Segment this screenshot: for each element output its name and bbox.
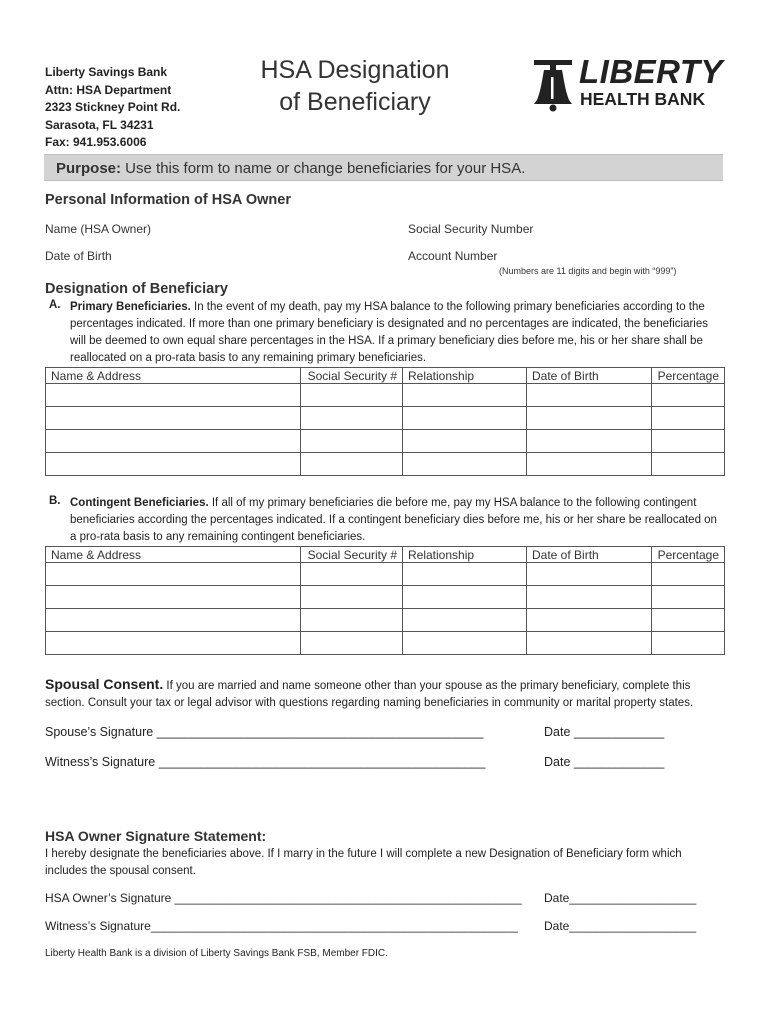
table-cell-input[interactable] — [652, 563, 725, 586]
table-cell-input[interactable] — [527, 430, 652, 453]
table-cell-input[interactable] — [403, 430, 527, 453]
table-cell-input[interactable] — [403, 632, 527, 655]
primary-beneficiaries-title: Primary Beneficiaries. — [70, 301, 191, 313]
contingent-beneficiaries-title: Contingent Beneficiaries. — [70, 497, 209, 509]
logo-wordmark-bottom: HEALTH BANK — [580, 89, 706, 109]
table-cell-input[interactable] — [403, 586, 527, 609]
table-cell-input[interactable] — [652, 609, 725, 632]
owner-witness-date-field[interactable]: Date___________________ — [544, 919, 697, 933]
table-cell-input[interactable] — [46, 609, 301, 632]
primary-beneficiaries-body: In the event of my death, pay my HSA balance to the following primary beneficiaries according to the percentages indicated. If more than one primary beneficiary is designated and no percentages are indicated, the beneficiaries will be deemed to own equal share percentages in the HSA. If a primary beneficiary dies before me, his or her share shall be reallocated on a pro-rata basis to any remaining primary beneficiaries. — [70, 301, 709, 364]
section-b-marker: B. — [49, 495, 61, 507]
table-cell-input[interactable] — [527, 453, 652, 476]
table-cell-input[interactable] — [652, 453, 725, 476]
owner-dob-field[interactable]: Date of Birth — [45, 249, 112, 263]
table-cell-input[interactable] — [403, 407, 527, 430]
table-cell-input[interactable] — [301, 384, 403, 407]
contingent-beneficiary-table — [45, 546, 725, 655]
owner-date-field[interactable]: Date___________________ — [544, 891, 697, 905]
table-cell-input[interactable] — [652, 430, 725, 453]
table-cell-input[interactable] — [46, 430, 301, 453]
column-header: Name & Address — [46, 547, 301, 563]
table-cell-input[interactable] — [301, 632, 403, 655]
table-cell-input[interactable] — [652, 586, 725, 609]
spousal-witness-date-field[interactable]: Date _____________ — [544, 755, 665, 769]
table-cell-input[interactable] — [403, 609, 527, 632]
table-row — [46, 453, 725, 476]
table-cell-input[interactable] — [527, 563, 652, 586]
table-row — [46, 430, 725, 453]
form-title — [250, 54, 460, 118]
owner-signature-heading: HSA Owner Signature Statement: — [45, 828, 267, 844]
table-cell-input[interactable] — [527, 407, 652, 430]
account-number-note: (Numbers are 11 digits and begin with “999”) — [499, 266, 677, 276]
table-cell-input[interactable] — [46, 586, 301, 609]
address-line: 2323 Stickney Point Rd. — [45, 100, 181, 114]
table-cell-input[interactable] — [527, 586, 652, 609]
section-a-marker: A. — [49, 299, 61, 311]
spouse-date-field[interactable]: Date _____________ — [544, 725, 665, 739]
account-number-field[interactable]: Account Number — [408, 249, 498, 263]
owner-signature-text: I hereby designate the beneficiaries above. If I marry in the future I will complete a new Designation of Beneficiary form which includes the spousal consent. — [45, 848, 682, 877]
column-header: Social Security # — [301, 547, 403, 563]
table-cell-input[interactable] — [301, 609, 403, 632]
footer-disclaimer: Liberty Health Bank is a division of Liberty Savings Bank FSB, Member FDIC. — [45, 948, 388, 959]
spouse-signature-field[interactable]: Spouse’s Signature _______________________________________________ — [45, 725, 484, 739]
column-header: Social Security # — [301, 368, 403, 384]
table-row — [46, 407, 725, 430]
table-row — [46, 384, 725, 407]
owner-name-field[interactable]: Name (HSA Owner) — [45, 222, 152, 236]
table-cell-input[interactable] — [46, 384, 301, 407]
table-cell-input[interactable] — [301, 563, 403, 586]
table-cell-input[interactable] — [403, 384, 527, 407]
owner-signature-field[interactable]: HSA Owner’s Signature ____________________________________________________ — [45, 891, 522, 905]
primary-beneficiaries-text — [70, 299, 720, 367]
spousal-consent-section — [45, 676, 725, 712]
address-line: Fax: 941.953.6006 — [45, 135, 147, 149]
table-cell-input[interactable] — [46, 632, 301, 655]
table-cell-input[interactable] — [301, 407, 403, 430]
designation-heading: Designation of Beneficiary — [45, 281, 228, 297]
bank-address — [45, 64, 180, 152]
purpose-bar — [44, 154, 723, 181]
liberty-health-bank-logo — [531, 53, 727, 114]
purpose-label: Purpose: — [56, 160, 122, 177]
table-cell-input[interactable] — [403, 453, 527, 476]
table-row — [46, 632, 725, 655]
table-row — [46, 609, 725, 632]
contingent-beneficiaries-text — [70, 495, 725, 546]
table-header-row — [46, 547, 725, 563]
table-cell-input[interactable] — [652, 407, 725, 430]
column-header: Percentage — [652, 368, 725, 384]
table-row — [46, 586, 725, 609]
logo-wordmark-top: LIBERTY — [579, 53, 724, 90]
column-header: Relationship — [403, 368, 527, 384]
column-header: Date of Birth — [527, 368, 652, 384]
column-header: Percentage — [652, 547, 725, 563]
column-header: Relationship — [403, 547, 527, 563]
table-cell-input[interactable] — [527, 632, 652, 655]
table-cell-input[interactable] — [301, 430, 403, 453]
table-header-row — [46, 368, 725, 384]
table-cell-input[interactable] — [527, 384, 652, 407]
owner-witness-signature-field[interactable]: Witness’s Signature_______________________________________________________ — [45, 919, 518, 933]
personal-info-heading: Personal Information of HSA Owner — [45, 192, 291, 208]
column-header: Name & Address — [46, 368, 301, 384]
table-cell-input[interactable] — [652, 632, 725, 655]
table-cell-input[interactable] — [301, 453, 403, 476]
spousal-consent-text: If you are married and name someone other than your spouse as the primary beneficiary, complete this section. Consult your tax or legal advisor with questions regarding naming beneficiaries in community or marital property states. — [45, 680, 694, 709]
title-line-1: HSA Designation — [260, 56, 450, 84]
table-row — [46, 563, 725, 586]
column-header: Date of Birth — [527, 547, 652, 563]
table-cell-input[interactable] — [527, 609, 652, 632]
table-cell-input[interactable] — [652, 384, 725, 407]
spousal-consent-title: Spousal Consent. — [45, 676, 164, 692]
primary-beneficiary-table — [45, 367, 725, 476]
contingent-beneficiaries-body: If all of my primary beneficiaries die before me, pay my HSA balance to the following contingent beneficiaries according the percentages indicated. If a contingent beneficiary dies before me, his or her share be reallocated on a pro-rata basis to any remaining contingent beneficiaries. — [70, 497, 717, 543]
liberty-bell-icon — [531, 60, 575, 112]
table-cell-input[interactable] — [403, 563, 527, 586]
title-line-2: of Beneficiary — [279, 88, 431, 116]
spousal-witness-signature-field[interactable]: Witness’s Signature _______________________________________________ — [45, 755, 486, 769]
table-cell-input[interactable] — [301, 586, 403, 609]
owner-ssn-field[interactable]: Social Security Number — [408, 222, 534, 236]
address-line: Sarasota, FL 34231 — [45, 117, 154, 132]
table-cell-input[interactable] — [46, 563, 301, 586]
address-line: Attn: HSA Department — [45, 82, 172, 97]
table-cell-input[interactable] — [46, 453, 301, 476]
address-line: Liberty Savings Bank — [45, 65, 168, 79]
purpose-text: Use this form to name or change beneficiaries for your HSA. — [121, 160, 526, 177]
table-cell-input[interactable] — [46, 407, 301, 430]
